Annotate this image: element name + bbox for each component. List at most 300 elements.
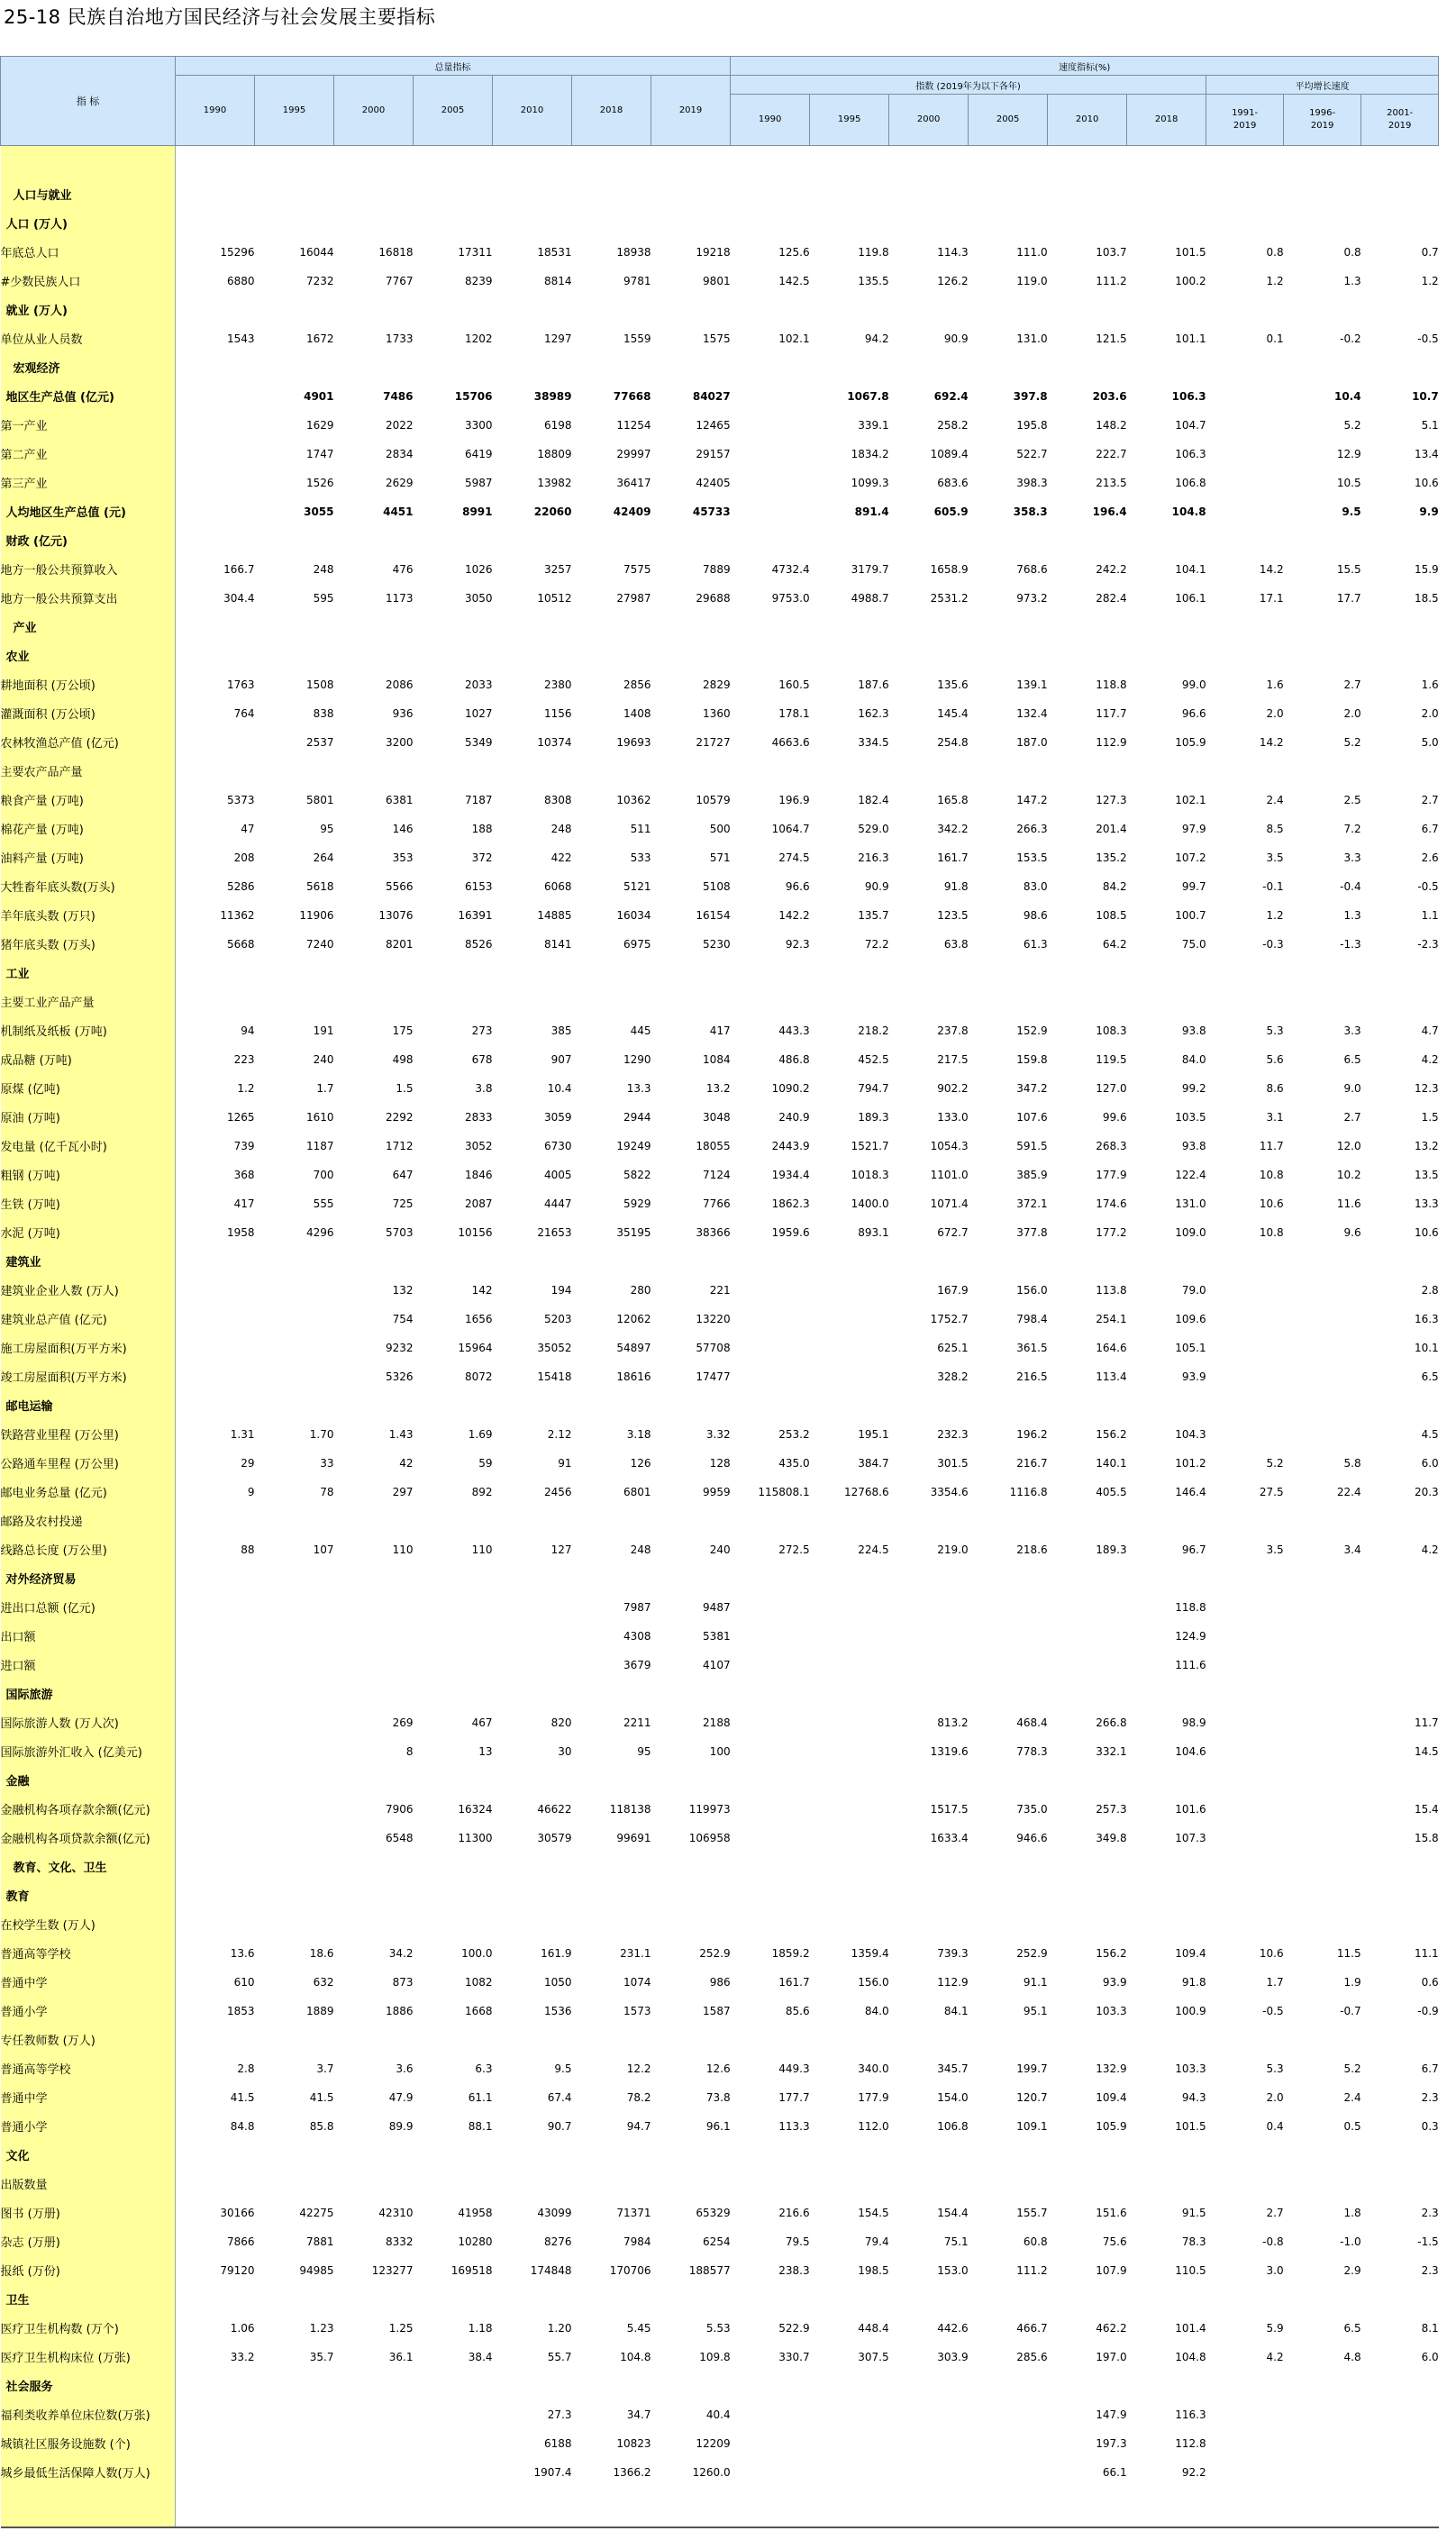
- value-cell: 1360: [703, 706, 731, 720]
- value-cell: 5.0: [1421, 735, 1439, 749]
- row-label: 报纸 (万份): [1, 2256, 176, 2285]
- value-cell: 83.0: [1023, 879, 1048, 893]
- table-row: [1, 238, 1439, 267]
- value-cell: [334, 642, 414, 670]
- value-cell: [651, 353, 731, 382]
- value-cell: 88: [241, 1543, 255, 1556]
- value-cell: 330.7: [778, 2350, 810, 2363]
- value-cell: 2.7: [1421, 793, 1439, 806]
- value-cell: [1127, 180, 1206, 209]
- value-cell: 332.1: [1096, 1744, 1127, 1758]
- table-row: [1, 353, 1439, 382]
- value-cell: [1048, 1680, 1127, 1708]
- value-cell: 1763: [226, 678, 255, 691]
- value-cell: 33: [320, 1456, 334, 1470]
- value-cell: 161.7: [778, 1975, 810, 1989]
- value-cell: [651, 2141, 731, 2170]
- value-cell: 1290: [623, 1052, 651, 1066]
- value-cell: 1672: [305, 332, 334, 345]
- value-cell: 3.5: [1266, 1543, 1284, 1556]
- value-cell: [493, 959, 572, 988]
- value-cell: [1206, 1247, 1284, 1276]
- value-cell: 1173: [385, 591, 414, 605]
- value-cell: [1127, 988, 1206, 1016]
- value-cell: [1048, 642, 1127, 670]
- value-cell: 195.1: [858, 1427, 889, 1441]
- value-cell: [1361, 642, 1439, 670]
- value-cell: [651, 2026, 731, 2054]
- table-row: [1, 2199, 1439, 2227]
- value-cell: 127: [551, 1543, 572, 1556]
- row-label: 建筑业: [1, 1247, 176, 1276]
- value-cell: 385: [551, 1024, 572, 1037]
- table-row: [1, 1391, 1439, 1420]
- row-label: #少数民族人口: [1, 267, 176, 296]
- row-label: 粗钢 (万吨): [1, 1161, 176, 1189]
- empty-cell: [176, 2487, 255, 2527]
- value-cell: [651, 613, 731, 642]
- value-cell: 118.8: [1175, 1600, 1206, 1614]
- value-cell: 40.4: [705, 2408, 731, 2421]
- value-cell: 3.3: [1343, 1024, 1361, 1037]
- value-cell: 47.9: [388, 2090, 414, 2104]
- value-cell: [1127, 959, 1206, 988]
- value-cell: [810, 1708, 889, 1737]
- label-spacer: [1, 146, 176, 180]
- value-cell: 166.7: [223, 562, 255, 576]
- value-cell: [1361, 180, 1439, 209]
- year-header: 1990: [176, 76, 255, 146]
- value-cell: 16.3: [1414, 1312, 1439, 1325]
- value-cell: [1127, 1507, 1206, 1535]
- empty-cell: [731, 2487, 810, 2527]
- value-cell: [731, 526, 810, 555]
- table-row: [1, 584, 1439, 613]
- value-cell: 1862.3: [771, 1197, 810, 1210]
- value-cell: 7866: [226, 2235, 255, 2248]
- value-cell: [1284, 1305, 1361, 1334]
- value-cell: 240: [313, 1052, 334, 1066]
- value-cell: [255, 180, 334, 209]
- value-cell: [810, 2026, 889, 2054]
- value-cell: 1575: [703, 332, 731, 345]
- value-cell: [176, 1276, 255, 1305]
- value-cell: [1284, 1737, 1361, 1766]
- value-cell: 110: [392, 1543, 414, 1556]
- row-label: 耕地面积 (万公顷): [1, 670, 176, 699]
- value-cell: 5.2: [1343, 418, 1361, 432]
- value-cell: 66.1: [1102, 2465, 1127, 2479]
- value-cell: 10.1: [1414, 1341, 1439, 1354]
- value-cell: [731, 180, 810, 209]
- value-cell: 1359.4: [851, 1946, 889, 1960]
- value-cell: [1206, 1680, 1284, 1708]
- value-cell: [572, 2372, 651, 2400]
- value-cell: 1958: [226, 1225, 255, 1239]
- value-cell: 8991: [462, 505, 493, 518]
- value-cell: 196.4: [1092, 505, 1127, 518]
- value-cell: 64.2: [1102, 937, 1127, 951]
- value-cell: [969, 757, 1048, 786]
- value-cell: 10.6: [1259, 1946, 1284, 1960]
- value-cell: 873: [392, 1975, 414, 1989]
- value-cell: [889, 353, 969, 382]
- row-label: 出版数量: [1, 2170, 176, 2199]
- value-cell: 462.2: [1096, 2321, 1127, 2335]
- value-cell: [731, 2170, 810, 2199]
- value-cell: [1206, 1593, 1284, 1622]
- value-cell: 467: [471, 1716, 493, 1729]
- value-cell: [334, 296, 414, 324]
- value-cell: 118138: [609, 1802, 651, 1816]
- row-label: 城乡最低生活保障人数(万人): [1, 2458, 176, 2487]
- value-cell: 30579: [537, 1831, 572, 1844]
- value-cell: 339.1: [858, 418, 889, 432]
- value-cell: -1.0: [1340, 2235, 1361, 2248]
- value-cell: [255, 2429, 334, 2458]
- value-cell: 120.7: [1016, 2090, 1048, 2104]
- value-cell: [572, 988, 651, 1016]
- index-year-header: 2005: [969, 95, 1048, 146]
- value-cell: 4988.7: [851, 591, 889, 605]
- value-cell: 973.2: [1016, 591, 1048, 605]
- value-cell: 1889: [305, 2004, 334, 2017]
- value-cell: 9: [247, 1485, 255, 1498]
- value-cell: [889, 1853, 969, 1881]
- row-label: 普通中学: [1, 2083, 176, 2112]
- value-cell: 739.3: [937, 1946, 969, 1960]
- value-cell: 7124: [703, 1168, 731, 1181]
- value-cell: 8201: [385, 937, 414, 951]
- value-cell: 678: [471, 1052, 493, 1066]
- value-cell: [810, 1276, 889, 1305]
- value-cell: [810, 2285, 889, 2314]
- value-cell: [1284, 1420, 1361, 1449]
- value-cell: [493, 1622, 572, 1651]
- value-cell: 14.5: [1414, 1744, 1439, 1758]
- value-cell: 7987: [623, 1600, 651, 1614]
- value-cell: 347.2: [1016, 1081, 1048, 1095]
- empty-cell: [651, 2487, 731, 2527]
- value-cell: [969, 2141, 1048, 2170]
- value-cell: [176, 1881, 255, 1910]
- value-cell: 196.9: [778, 793, 810, 806]
- value-cell: [414, 1881, 493, 1910]
- value-cell: [969, 1680, 1048, 1708]
- value-cell: 46622: [537, 1802, 572, 1816]
- value-cell: [731, 2026, 810, 2054]
- value-cell: 101.5: [1175, 245, 1206, 259]
- value-cell: [334, 2170, 414, 2199]
- value-cell: [334, 2026, 414, 2054]
- value-cell: [1206, 440, 1284, 469]
- value-cell: 1054.3: [930, 1139, 969, 1152]
- value-cell: [1206, 1737, 1284, 1766]
- table-row: [1, 613, 1439, 642]
- value-cell: 6068: [543, 879, 572, 893]
- value-cell: [493, 2141, 572, 2170]
- value-cell: [969, 1881, 1048, 1910]
- value-cell: 94985: [299, 2263, 334, 2277]
- value-cell: 1733: [385, 332, 414, 345]
- value-cell: 7881: [305, 2235, 334, 2248]
- value-cell: 6.5: [1421, 1370, 1439, 1383]
- table-row: [1, 1132, 1439, 1161]
- value-cell: 79.0: [1181, 1283, 1206, 1297]
- empty-cell: [1127, 146, 1206, 180]
- value-cell: 189.3: [1096, 1543, 1127, 1556]
- value-cell: [572, 1910, 651, 1939]
- value-cell: 107: [313, 1543, 334, 1556]
- value-cell: 6801: [623, 1485, 651, 1498]
- value-cell: [1206, 1362, 1284, 1391]
- value-cell: 9.9: [1419, 505, 1439, 518]
- value-cell: 95: [320, 822, 334, 835]
- value-cell: 153.0: [937, 2263, 969, 2277]
- value-cell: 4901: [304, 389, 334, 403]
- value-cell: [651, 296, 731, 324]
- table-row: [1, 930, 1439, 959]
- value-cell: 89.9: [388, 2119, 414, 2133]
- value-cell: 102.1: [778, 332, 810, 345]
- value-cell: 1517.5: [930, 1802, 969, 1816]
- value-cell: 107.6: [1016, 1110, 1048, 1124]
- empty-cell: [255, 146, 334, 180]
- value-cell: -0.2: [1340, 332, 1361, 345]
- value-cell: 223: [233, 1052, 255, 1066]
- value-cell: 38.4: [468, 2350, 493, 2363]
- value-cell: 2.0: [1343, 706, 1361, 720]
- value-cell: [1206, 613, 1284, 642]
- value-cell: 178.1: [778, 706, 810, 720]
- value-cell: 1633.4: [930, 1831, 969, 1844]
- value-cell: -0.5: [1417, 879, 1439, 893]
- value-cell: 2.8: [237, 2062, 255, 2075]
- value-cell: -0.9: [1417, 2004, 1439, 2017]
- value-cell: [810, 757, 889, 786]
- value-cell: [651, 959, 731, 988]
- value-cell: [731, 1853, 810, 1881]
- value-cell: 78.2: [626, 2090, 651, 2104]
- value-cell: 103.7: [1096, 245, 1127, 259]
- value-cell: 126: [630, 1456, 651, 1470]
- index-year-header: 1990: [731, 95, 810, 146]
- table-row: [1, 2083, 1439, 2112]
- value-cell: [969, 296, 1048, 324]
- value-cell: [731, 2285, 810, 2314]
- table-row: [1, 2314, 1439, 2343]
- value-cell: 13.3: [626, 1081, 651, 1095]
- row-label: 产业: [1, 613, 176, 642]
- value-cell: 35195: [616, 1225, 651, 1239]
- value-cell: 10.4: [1333, 389, 1361, 403]
- value-cell: 104.1: [1175, 562, 1206, 576]
- value-cell: [1048, 1622, 1127, 1651]
- value-cell: [889, 2026, 969, 2054]
- row-label: 粮食产量 (万吨): [1, 786, 176, 815]
- value-cell: 5987: [464, 476, 493, 489]
- value-cell: 2531.2: [930, 591, 969, 605]
- value-cell: 146.4: [1175, 1485, 1206, 1498]
- value-cell: 725: [392, 1197, 414, 1210]
- value-cell: 2.0: [1266, 2090, 1284, 2104]
- value-cell: [651, 1910, 731, 1939]
- value-cell: 106.8: [1175, 476, 1206, 489]
- value-cell: [731, 1680, 810, 1708]
- table-row: [1, 1535, 1439, 1564]
- value-cell: 104.8: [1175, 2350, 1206, 2363]
- table-row: [1, 642, 1439, 670]
- value-cell: 345.7: [937, 2062, 969, 2075]
- value-cell: 2834: [385, 447, 414, 460]
- value-cell: [1361, 2141, 1439, 2170]
- value-cell: 2.7: [1343, 1110, 1361, 1124]
- value-cell: [1284, 1362, 1361, 1391]
- value-cell: [731, 1362, 810, 1391]
- value-cell: 99.0: [1181, 678, 1206, 691]
- value-cell: [1206, 1420, 1284, 1449]
- value-cell: [414, 613, 493, 642]
- value-cell: [651, 1853, 731, 1881]
- row-label: 地区生产总值 (亿元): [1, 382, 176, 411]
- value-cell: [889, 1881, 969, 1910]
- value-cell: [889, 757, 969, 786]
- value-cell: [651, 757, 731, 786]
- value-cell: 198.5: [858, 2263, 889, 2277]
- value-cell: 59: [478, 1456, 493, 1470]
- value-cell: 110.5: [1175, 2263, 1206, 2277]
- value-cell: 2.7: [1266, 2206, 1284, 2219]
- value-cell: [1284, 757, 1361, 786]
- value-cell: 195.8: [1016, 418, 1048, 432]
- table-row: [1, 2170, 1439, 2199]
- value-cell: [651, 1564, 731, 1593]
- value-cell: 156.2: [1096, 1946, 1127, 1960]
- value-cell: 8239: [464, 274, 493, 287]
- value-cell: 632: [313, 1975, 334, 1989]
- row-label: 成品糖 (万吨): [1, 1045, 176, 1074]
- row-label: 邮电运输: [1, 1391, 176, 1420]
- value-cell: 10.6: [1414, 1225, 1439, 1239]
- table-row: [1, 1045, 1439, 1074]
- value-cell: 189.3: [858, 1110, 889, 1124]
- value-cell: 99.6: [1102, 1110, 1127, 1124]
- value-cell: 154.5: [858, 2206, 889, 2219]
- value-cell: 3300: [464, 418, 493, 432]
- value-cell: 113.8: [1096, 1283, 1127, 1297]
- value-cell: 1656: [464, 1312, 493, 1325]
- value-cell: [651, 1881, 731, 1910]
- value-cell: [1048, 2170, 1127, 2199]
- value-cell: 257.3: [1096, 1802, 1127, 1816]
- value-cell: 349.8: [1096, 1831, 1127, 1844]
- value-cell: [731, 2458, 810, 2487]
- value-cell: [572, 209, 651, 238]
- value-cell: 0.1: [1266, 332, 1284, 345]
- table-row: [1, 526, 1439, 555]
- table-row: [1, 411, 1439, 440]
- value-cell: 1752.7: [930, 1312, 969, 1325]
- value-cell: [493, 2170, 572, 2199]
- value-cell: [176, 1708, 255, 1737]
- value-cell: [969, 1391, 1048, 1420]
- value-cell: 5.2: [1343, 735, 1361, 749]
- value-cell: [493, 2372, 572, 2400]
- value-cell: [255, 757, 334, 786]
- value-cell: 4732.4: [771, 562, 810, 576]
- value-cell: [731, 353, 810, 382]
- value-cell: 41.5: [230, 2090, 255, 2104]
- table-row: [1, 1276, 1439, 1305]
- row-label: 棉花产量 (万吨): [1, 815, 176, 843]
- value-cell: 177.2: [1096, 1225, 1127, 1239]
- value-cell: [1127, 2170, 1206, 2199]
- value-cell: 91.8: [943, 879, 969, 893]
- value-cell: 605.9: [933, 505, 969, 518]
- value-cell: [255, 1391, 334, 1420]
- value-cell: 6153: [464, 879, 493, 893]
- value-cell: [1206, 2400, 1284, 2429]
- value-cell: [414, 2400, 493, 2429]
- value-cell: 203.6: [1092, 389, 1127, 403]
- value-cell: 42310: [378, 2206, 414, 2219]
- value-cell: [810, 2170, 889, 2199]
- value-cell: 435.0: [778, 1456, 810, 1470]
- value-cell: [969, 1910, 1048, 1939]
- value-cell: [731, 1247, 810, 1276]
- speed-group-header: 速度指标(%): [731, 57, 1439, 76]
- value-cell: [255, 2141, 334, 2170]
- empty-cell: [255, 2487, 334, 2527]
- value-cell: 1521.7: [851, 1139, 889, 1152]
- value-cell: 103.5: [1175, 1110, 1206, 1124]
- value-cell: [176, 2458, 255, 2487]
- value-cell: [889, 1651, 969, 1680]
- value-cell: [176, 2400, 255, 2429]
- value-cell: [1048, 757, 1127, 786]
- value-cell: [1127, 2141, 1206, 2170]
- value-cell: 10.6: [1259, 1197, 1284, 1210]
- value-cell: [1284, 353, 1361, 382]
- value-cell: 217.5: [937, 1052, 969, 1066]
- value-cell: [493, 1247, 572, 1276]
- value-cell: [969, 2400, 1048, 2429]
- value-cell: 328.2: [937, 1370, 969, 1383]
- value-cell: [889, 642, 969, 670]
- table-row: [1, 786, 1439, 815]
- value-cell: 422: [551, 851, 572, 864]
- row-label: 杂志 (万册): [1, 2227, 176, 2256]
- value-cell: 522.7: [1016, 447, 1048, 460]
- value-cell: 106.8: [937, 2119, 969, 2133]
- label-spacer: [1, 2487, 176, 2527]
- value-cell: 162.3: [858, 706, 889, 720]
- value-cell: 127.0: [1096, 1081, 1127, 1095]
- row-label: 国际旅游人数 (万人次): [1, 1708, 176, 1737]
- value-cell: 21727: [696, 735, 731, 749]
- value-cell: 88.1: [468, 2119, 493, 2133]
- value-cell: 0.8: [1266, 245, 1284, 259]
- year-header: 2019: [651, 76, 731, 146]
- value-cell: [651, 988, 731, 1016]
- value-cell: 7766: [703, 1197, 731, 1210]
- row-label: 地方一般公共预算支出: [1, 584, 176, 613]
- value-cell: -0.1: [1262, 879, 1284, 893]
- value-cell: 2380: [543, 678, 572, 691]
- value-cell: [1048, 180, 1127, 209]
- value-cell: 9.5: [554, 2062, 572, 2075]
- value-cell: [731, 1276, 810, 1305]
